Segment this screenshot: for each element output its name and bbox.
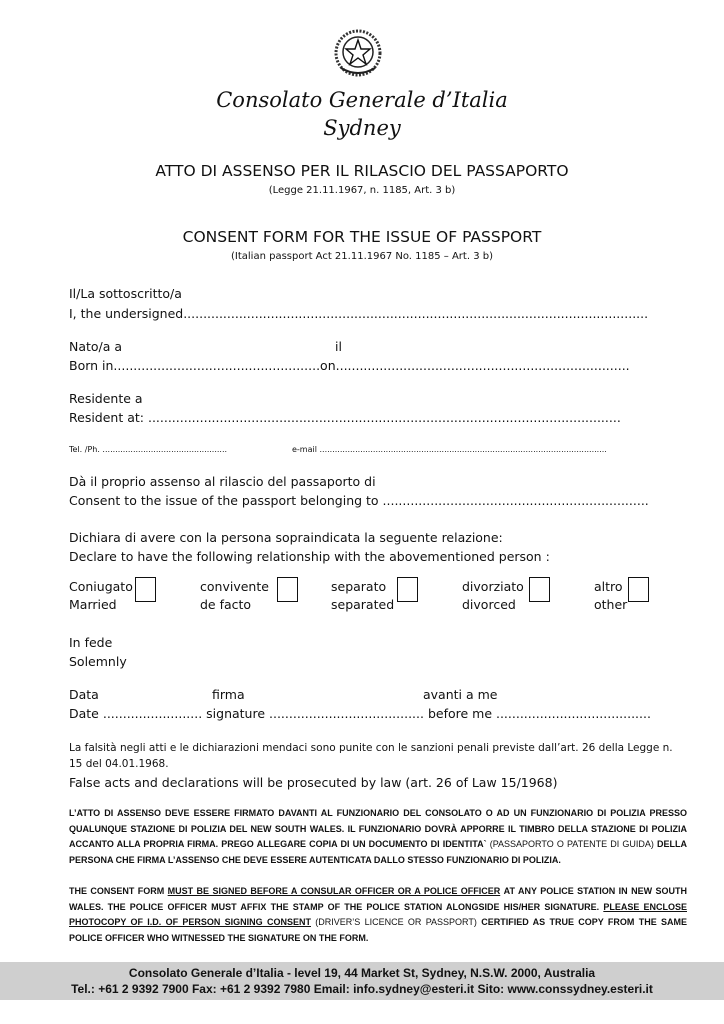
english-law-reference: (Italian passport Act 21.11.1967 No. 1185 – Art. 3 b) [231,251,493,262]
option-married-en: Married [69,597,117,612]
italian-republic-emblem-icon [333,28,383,78]
option-divorced-en: divorced [462,597,516,612]
option-separated-it: separato [331,579,387,594]
italian-title: ATTO DI ASSENSO PER IL RILASCIO DEL PASSAPORTO [155,162,569,180]
instructions-it-main: L’ATTO DI ASSENSO DEVE ESSERE FIRMATO DAVANTI AL FUNZIONARIO DEL CONSOLATO O AD UN FUNZIONARIO DI POLIZIA PRESSO QUALUNQUE STAZIONE DI POLIZIA DEL NEW SOUTH WALES. IL FUNZIONARIO DOVRÀ APPORRE IL TIMBRO DELLA STAZIONE DI POLIZIA ACCANTO ALLA PROPRIA FIRMA. PREGO ALLEGARE COPIA DI UN DOCUMENTO DI IDENTITA` [69,808,687,849]
instructions-en-must-sign: MUST BE SIGNED BEFORE A CONSULAR OFFICER OR A POLICE OFFICER [167,886,501,896]
option-other-en: other [594,597,628,612]
option-other-it: altro [594,579,623,594]
faith-label-en: Solemnly [69,654,127,669]
faith-label-it: In fede [69,635,113,650]
penalty-note-it: La falsità negli atti e le dichiarazioni mendaci sono punite con le sanzioni penali previste dall’art. 26 della Legge n. 15 del 04.01.1968. [69,742,673,770]
signature-label-it: firma [212,687,245,702]
resident-label-it: Residente a [69,391,143,406]
checkbox-separated[interactable] [397,577,418,602]
email-field[interactable]: e-mail ................................................................................................................. [292,445,607,454]
instructions-en-doc-types: (DRIVER’S LICENCE OR PASSPORT) [315,917,477,927]
italian-law-reference: (Legge 21.11.1967, n. 1185, Art. 3 b) [268,185,456,196]
option-married-it: Coniugato [69,579,133,594]
checkbox-other[interactable] [628,577,649,602]
date-label-it: Data [69,687,99,702]
consulate-name: Consolato Generale d’Italia [216,88,508,112]
option-separated-en: separated [331,597,395,612]
born-label-it: Nato/a a [69,339,123,354]
born-field[interactable]: Born in....................................................on.......................................................................... [69,358,630,373]
option-defacto-en: de facto [200,597,252,612]
instructions-it [69,806,687,868]
penalty-note-en: False acts and declarations will be prosecuted by law (art. 26 of Law 15/1968) [69,775,558,790]
undersigned-field[interactable]: I, the undersigned..................................................................................................................... [69,306,649,321]
footer-address: Consolato Generale d’Italia - level 19, 44 Market St, Sydney, N.S.W. 2000, Australia [128,966,596,980]
instructions-en-enclose: PLEASE ENCLOSE PHOTOCOPY OF I.D. OF PERSON SIGNING CONSENT [69,901,687,927]
instructions-it-end: DELLA PERSONA CHE FIRMA L’ASSENSO CHE DEVE ESSERE AUTENTICATA DALLO STESSO FUNZIONARIO DI POLIZIA. [69,839,687,865]
footer [0,962,724,1000]
born-date-label-it: il [335,339,342,354]
instructions-en [69,884,687,946]
option-defacto-it: convivente [200,579,269,594]
checkbox-divorced[interactable] [529,577,550,602]
checkbox-defacto[interactable] [277,577,298,602]
consent-label-it: Dà il proprio assenso al rilascio del passaporto di [69,474,376,489]
checkbox-married[interactable] [135,577,156,602]
consent-field[interactable]: Consent to the issue of the passport belonging to ................................................................... [69,493,649,508]
relation-label-it: Dichiara di avere con la persona sopraindicata la seguente relazione: [69,530,503,545]
consulate-city: Sydney [323,116,401,140]
date-signature-field[interactable]: Date ......................... signature ....................................... before me ....................................... [69,706,651,721]
phone-field[interactable]: Tel. /Ph. ................................................. [69,445,228,454]
instructions-en-stamp: AT ANY POLICE STATION IN NEW SOUTH WALES. THE POLICE OFFICER MUST AFFIX THE STAMP OF THE POLICE STATION ALONGSIDE HIS/HER SIGNATURE. [69,886,687,912]
option-divorced-it: divorziato [462,579,524,594]
instructions-en-start: THE CONSENT FORM [69,886,165,896]
undersigned-label-it: Il/La sottoscritto/a [69,286,182,301]
footer-contacts: Tel.: +61 2 9392 7900 Fax: +61 2 9392 7980 Email: info.sydney@esteri.it Sito: www.conssydney.esteri.it [71,982,653,996]
instructions-en-certified: CERTIFIED AS TRUE COPY FROM THE SAME POLICE OFFICER WHO WITNESSED THE SIGNATURE ON THE FORM. [69,917,687,943]
relation-label-en: Declare to have the following relationship with the abovementioned person : [69,549,550,564]
before-me-label-it: avanti a me [423,687,498,702]
english-title: CONSENT FORM FOR THE ISSUE OF PASSPORT [182,228,542,246]
instructions-it-doc-types: (PASSAPORTO O PATENTE DI GUIDA) [489,839,654,849]
resident-field[interactable]: Resident at: ....................................................................................................................... [69,410,621,425]
